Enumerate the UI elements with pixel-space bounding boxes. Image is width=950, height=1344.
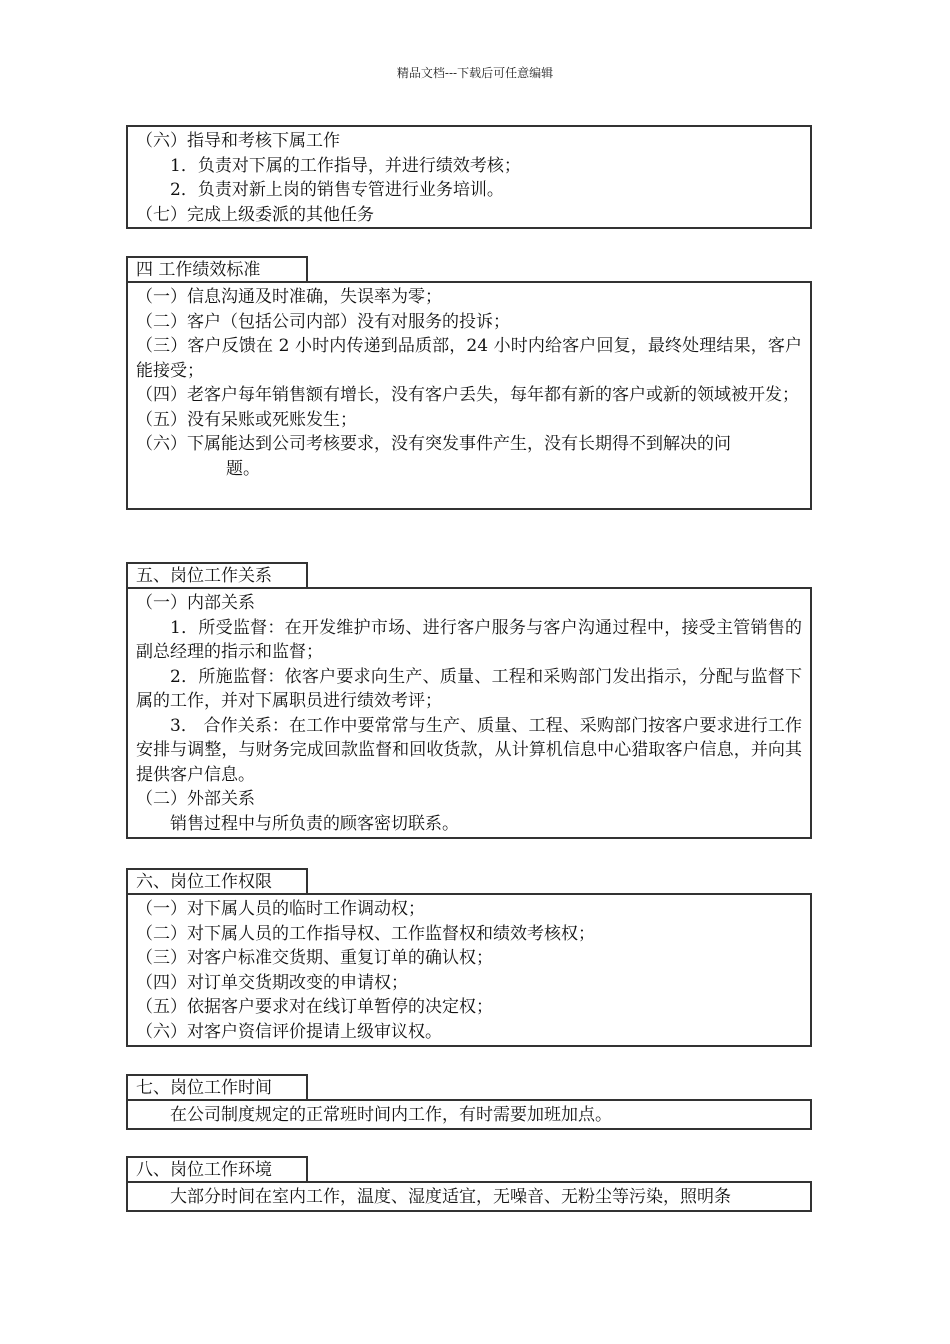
authority-item-4: （四）对订单交货期改变的申请权； [136, 972, 408, 993]
section7-box [126, 1099, 812, 1130]
section5-title: 五、岗位工作关系 [126, 562, 308, 588]
authority-item-1: （一）对下属人员的临时工作调动权； [136, 899, 425, 919]
section8-box [126, 1181, 812, 1212]
section4-item-4: （四）老客户每年销售额有增长，没有客户丢失，每年都有新的客户或新的领域被开发； [136, 385, 799, 405]
authority-item-2: （二）对下属人员的工作指导权、工作监督权和绩效考核权； [136, 923, 595, 944]
internal-relation-3: 3． 合作关系：在工作中要常常与生产、质量、工程、采购部门按客户要求进行工作安排与调整，与财务完成回款监督和回收货款，从计算机信息中心猎取客户信息，并向其提供客户信息。 [136, 715, 802, 785]
authority-item-6: （六）对客户资信评价提请上级审议权。 [136, 1021, 442, 1042]
internal-relations-label: （一）内部关系 [136, 593, 255, 613]
section8-title: 八、岗位工作环境 [126, 1156, 308, 1182]
internal-relation-2: 2．所施监督：依客户要求向生产、质量、工程和采购部门发出指示，分配与监督下属的工作，并对下属职员进行绩效考评； [136, 666, 802, 711]
section4-item-2: （二）客户（包括公司内部）没有对服务的投诉； [136, 311, 510, 332]
authority-item-3: （三）对客户标准交货期、重复订单的确认权； [136, 948, 493, 968]
work-environment-text: 大部分时间在室内工作，温度、湿度适宜，无噪音、无粉尘等污染，照明条 [170, 1187, 731, 1207]
section4-box [126, 281, 812, 510]
work-time-text: 在公司制度规定的正常班时间内工作，有时需要加班加点。 [170, 1105, 612, 1125]
external-relations-label: （二）外部关系 [136, 789, 255, 809]
section5-box [126, 587, 812, 839]
section7-title: 七、岗位工作时间 [126, 1074, 308, 1100]
section3-subitem-2: 2．负责对新上岗的销售专管进行业务培训。 [170, 180, 504, 200]
section3-tail-box [126, 125, 812, 229]
section4-item-5: （五）没有呆账或死账发生； [136, 409, 357, 430]
section6-box [126, 893, 812, 1047]
external-relation-text: 销售过程中与所负责的顾客密切联系。 [170, 813, 459, 834]
section3-item-6: （六）指导和考核下属工作 [136, 131, 340, 151]
section4-item-1: （一）信息沟通及时准确，失误率为零； [136, 287, 442, 307]
section4-item-6-cont: 题。 [226, 458, 260, 479]
section4-title: 四 工作绩效标准 [126, 256, 308, 282]
section3-item-7: （七）完成上级委派的其他任务 [136, 204, 374, 225]
internal-relation-1: 1．所受监督：在开发维护市场、进行客户服务与客户沟通过程中，接受主管销售的副总经理的指示和监督； [136, 617, 802, 662]
section6-title: 六、岗位工作权限 [126, 868, 308, 894]
page-header: 精品文档---下载后可任意编辑 [396, 66, 554, 80]
authority-item-5: （五）依据客户要求对在线订单暂停的决定权； [136, 997, 493, 1017]
section4-item-6: （六）下属能达到公司考核要求，没有突发事件产生，没有长期得不到解决的问 [136, 434, 731, 454]
section3-subitem-1: 1．负责对下属的工作指导，并进行绩效考核； [170, 155, 521, 176]
section4-item-3: （三）客户反馈在 2 小时内传递到品质部，24 小时内给客户回复，最终处理结果，客户能接受； [136, 336, 802, 381]
